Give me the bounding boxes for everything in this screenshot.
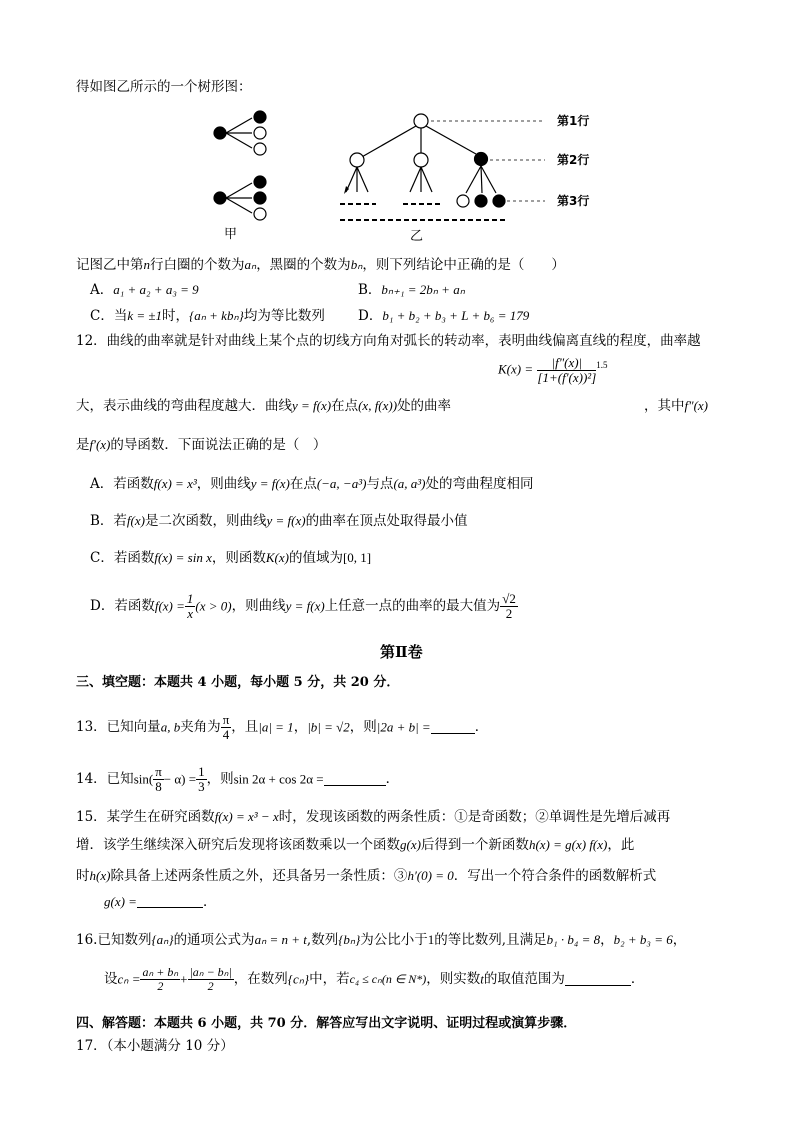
q12-option-b: B．若f(x)是二次函数，则曲线y = f(x)的曲率在顶点处取得最小值 bbox=[90, 513, 468, 529]
q11-option-d: D．b₁ + b₂ + b₃ + L + b₆ = 179 bbox=[358, 308, 530, 324]
q14: 14．已知sin( $\frac{\pi}{8}$ − α) = $\frac{1}{3}$ ，则sin 2α + cos 2α = ． bbox=[76, 764, 400, 794]
q16-answer-blank[interactable] bbox=[565, 973, 631, 986]
fill-in-heading: 三、填空题：本题共 4 小题，每小题 5 分，共 20 分． bbox=[76, 675, 400, 690]
q12-line1: 12．曲线的曲率就是针对曲线上某个点的切线方向角对弧长的转动率，表明曲线偏离直线的程度，曲率越 bbox=[76, 333, 701, 349]
q13-answer-blank[interactable] bbox=[431, 721, 475, 734]
q11-option-c: C．当k = ±1时，{aₙ + kbₙ}均为等比数列 bbox=[90, 308, 325, 324]
row3-label: 第3行 bbox=[557, 194, 590, 208]
jia-label: 甲 bbox=[224, 227, 238, 242]
section-2-title: 第Ⅱ卷 bbox=[380, 643, 423, 661]
q14-answer-blank[interactable] bbox=[324, 773, 386, 786]
row1-label: 第1行 bbox=[557, 114, 590, 128]
tree-figure bbox=[200, 100, 620, 245]
q12-line2-end: ，其中f"(x) bbox=[644, 398, 708, 414]
jia-root-white-black bbox=[214, 127, 226, 139]
q15-line2: 增．该学生继续深入研究后发现将该函数乘以一个函数g(x)后得到一个新函数h(x) = g(x) f(x)，此 bbox=[76, 837, 635, 853]
q16-line2: 设cₙ = $\frac{\text{aₙ + bₙ}}{2}$ + $\frac{\text{|aₙ − bₙ|}}{2}$ ，在数列{cₙ}中，若c₄ ≤ cₙ(n ∈ N*)，则实数t的取值范围为 ． bbox=[104, 965, 645, 993]
q17-heading: 17．（本小题满分 10 分） bbox=[76, 1038, 234, 1054]
q16-line1: 16.已知数列{aₙ}的通项公式为aₙ = n + t,数列{bₙ}为公比小于1的等比数列,且满足b₁ · b₄ = 8，b₂ + b₃ = 6， bbox=[76, 932, 687, 948]
q15-line3: 时h(x)除具备上述两条性质之外，还具备另一条性质：③h′(0) = 0．写出一个符合条件的函数解析式 bbox=[76, 868, 657, 884]
q12-line3: 是f′(x)的导函数．下面说法正确的是（ ） bbox=[76, 437, 327, 453]
q12-line2: 大，表示曲线的弯曲程度越大．曲线y = f(x)在点(x, f(x))处的曲率 bbox=[76, 398, 452, 414]
answer-section-heading: 四、解答题：本题共 6 小题，共 70 分．解答应写出文字说明、证明过程或演算步骤． bbox=[76, 1016, 577, 1031]
q12-curvature-formula: K(x) = $\frac{|f"(x)|}{\text{[1+(f′(x))²]}}$ $^{1.5}$ bbox=[498, 355, 608, 385]
q11-option-b: B．bₙ₊₁ = 2bₙ + aₙ bbox=[358, 282, 465, 298]
q12-option-a: A．若函数f(x) = x³，则曲线y = f(x)在点(−a, −a³)与点(a, a³)处的弯曲程度相同 bbox=[90, 476, 534, 492]
q15-answer-blank[interactable] bbox=[137, 895, 203, 908]
row2-label: 第2行 bbox=[557, 153, 590, 167]
intro-text: 得如图乙所示的一个树形图： bbox=[76, 79, 252, 95]
q11-stem: 记图乙中第n行白圈的个数为aₙ，黑圈的个数为bₙ，则下列结论中正确的是（ ） bbox=[76, 257, 565, 273]
q15-line4: g(x) = ． bbox=[104, 894, 217, 910]
q11-option-a: A．a₁ + a₂ + a₃ = 9 bbox=[90, 282, 199, 298]
q12-option-d: D．若函数f(x) = $\frac{1}{x}$ (x > 0)，则曲线y = f(x)上任意一点的曲率的最大值为 $\frac{√2}{2}$ bbox=[90, 591, 516, 621]
q13: 13．已知向量a, b夹角为 $\frac{\pi}{4}$ ，且|a| = 1，|b| = √2，则|2a + b| = ． bbox=[76, 712, 489, 742]
yi-label: 乙 bbox=[410, 229, 424, 244]
q12-option-c: C．若函数f(x) = sin x，则函数K(x)的值域为[0, 1] bbox=[90, 550, 372, 566]
q15-line1: 15．某学生在研究函数f(x) = x³ − x时，发现该函数的两条性质：①是奇函数；②单调性是先增后减再 bbox=[76, 809, 671, 825]
